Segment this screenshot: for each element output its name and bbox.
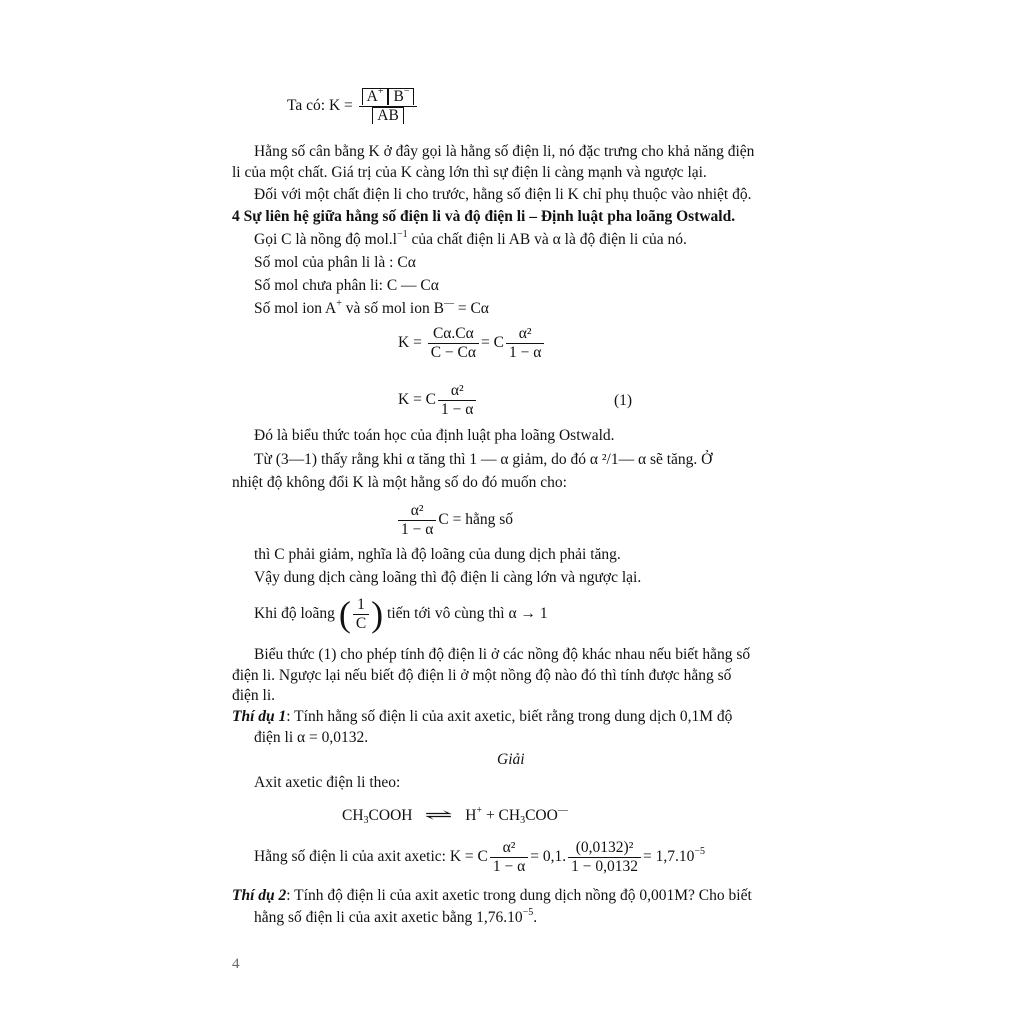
eq4-rhs: C = hằng số [438,511,513,528]
paren-right: ) [371,594,384,635]
line-thi-c: thì C phải giảm, nghĩa là độ loãng của dung dịch phải tăng. [254,546,621,563]
equation-k-expansion [398,323,546,363]
line-tu-2: nhiệt độ không đổi K là một hằng số do đó muốn cho: [232,474,567,491]
line-khi-do-loang [254,594,548,634]
example1-line2: điện li α = 0,0132. [254,729,369,746]
example1-text: : Tính hằng số điện li của axit axetic, biết rằng trong dung dịch 0,1M độ [286,708,733,725]
line-chua-phan-li: Số mol chưa phân li: C — Cα [254,277,439,294]
line-tu-1: Từ (3—1) thấy rằng khi α tăng thì 1 — α giảm, do đó α ²/1— α sẽ tăng. Ở [254,451,713,468]
eq5-num2: (0,0132)² [568,839,641,858]
eq5-den2: 1 − 0,0132 [571,857,638,875]
line-goi-c-b: của chất điện li AB và α là độ điện li của nó. [407,231,687,248]
example1-label: Thí dụ 1 [232,708,287,725]
eq5-lhs: K = C [449,848,488,865]
line-axit: Axit axetic điện li theo: [254,774,401,791]
eq3-den: 1 − α [441,400,474,418]
para3-line1: Biểu thức (1) cho phép tính độ điện li ở các nồng độ khác nhau nếu biết hằng số [254,646,751,663]
line-goi-c [254,230,687,250]
line-goi-c-sup: −1 [396,229,408,240]
eq1-lhs: K = [328,97,353,114]
eq1-num-b-sup: − [403,85,410,97]
eq4-fraction [398,502,436,539]
rx-right-b: + CH [482,807,521,824]
line-ion-b: và số mol ion B [341,300,444,317]
eq1-den: AB [372,107,404,124]
eq2-mid: = C [480,334,504,351]
eq5-fraction1 [490,839,528,876]
section-heading: 4 Sự liên hệ giữa hằng số điện li và độ điện li – Định luật pha loãng Ostwald. [232,208,736,225]
example1-line1 [232,707,732,727]
equation-k-definition [287,86,419,126]
line-bieu-thuc: Đó là biểu thức toán học của định luật pha loãng Ostwald. [254,427,615,444]
para3-line2: điện li. Ngược lại nếu biết độ điện li ở một nồng độ nào đó thì tính được hằng số [232,667,732,684]
eq1-num-a-sup: + [377,85,384,97]
line-goi-c-a: Gọi C là nồng độ mol.l [254,231,397,248]
example2-line2 [254,908,537,928]
eq4-den: 1 − α [401,520,434,538]
eq3-fraction [438,382,476,419]
eq2-den2: 1 − α [508,343,542,361]
eq5-result-sup: −5 [694,846,706,857]
rx-right-sup2: — [557,805,568,816]
eq2-num2: α² [506,325,544,344]
rx-left-a: CH [342,807,364,824]
para1-line2: li của một chất. Giá trị của K càng lớn thì sự điện li càng mạnh và ngược lại. [232,164,707,181]
eq4-num: α² [398,502,436,521]
eq2-num1: Cα.Cα [428,325,479,344]
eq2-fraction1 [428,325,479,362]
rx-left-b: COOH [368,807,413,824]
example2-text: : Tính độ điện li của axit axetic trong dung dịch nồng độ 0,001M? Cho biết [286,887,752,904]
rx-right-sup: + [476,805,483,816]
line-ion-a: Số mol ion A [254,300,337,317]
eq2-den1: C − Cα [430,343,476,361]
example2-label: Thí dụ 2 [232,887,287,904]
line-so-mol-ion [254,299,489,319]
eq5-fraction2 [568,839,641,876]
rx-right-sub: 3 [520,815,526,826]
equation-ostwald [398,380,478,420]
para1-line1: Hằng số cân bằng K ở đây gọi là hằng số điện li, nó đặc trưng cho khả năng điện [254,143,755,160]
khi-fraction [353,596,369,633]
eq1-prefix: Ta có: [287,97,326,114]
solution-heading: Giải [497,751,525,768]
eq5-num1: α² [490,839,528,858]
line-phan-li: Số mol của phân li là : Cα [254,254,416,271]
rx-right-c: COO [525,807,558,824]
para2: Đối với một chất điện li cho trước, hằng số điện li K chỉ phụ thuộc vào nhiệt độ. [254,186,752,203]
example2-line2-a: hằng số điện li của axit axetic bằng 1,76.10 [254,909,523,926]
equation-tag: (1) [614,392,633,409]
eq5-mid: = 0,1. [530,848,567,865]
eq2-fraction2 [506,325,544,362]
line-vay: Vậy dung dịch càng loãng thì độ điện li càng lớn và ngược lại. [254,569,642,586]
equilibrium-arrow-icon: ⇌ [424,807,454,824]
eq5-prefix: Hằng số điện li của axit axetic: [254,848,446,865]
eq1-num-a: A [366,87,378,105]
line-ion-sup1: + [336,298,342,309]
eq1-num-b: B [393,87,404,105]
equation-constant [396,500,513,540]
eq3-lhs: K = C [398,391,437,408]
rx-left-sub: 3 [363,815,369,826]
khi-num: 1 [353,596,369,615]
paren-left: ( [338,594,351,635]
eq1-fraction [359,85,418,125]
example2-line1 [232,886,752,906]
khi-prefix: Khi độ loãng [254,605,335,622]
eq5-den1: 1 − α [492,857,526,875]
example2-line2-b: . [533,909,538,926]
example2-line2-sup: −5 [522,907,534,918]
equation-example1 [254,837,705,877]
eq3-num: α² [438,382,476,401]
khi-suffix: tiến tới vô cùng thì α → 1 [387,605,548,622]
eq2-lhs: K = [398,334,422,351]
para3-line3: điện li. [232,687,276,704]
line-ion-sup2: — [443,298,454,309]
khi-den: C [355,614,367,632]
page-number: 4 [232,956,240,972]
line-ion-c: = Cα [453,300,489,317]
rx-right-a: H [465,807,477,824]
eq5-result: = 1,7.10 [643,848,695,865]
reaction-equation [342,806,568,826]
